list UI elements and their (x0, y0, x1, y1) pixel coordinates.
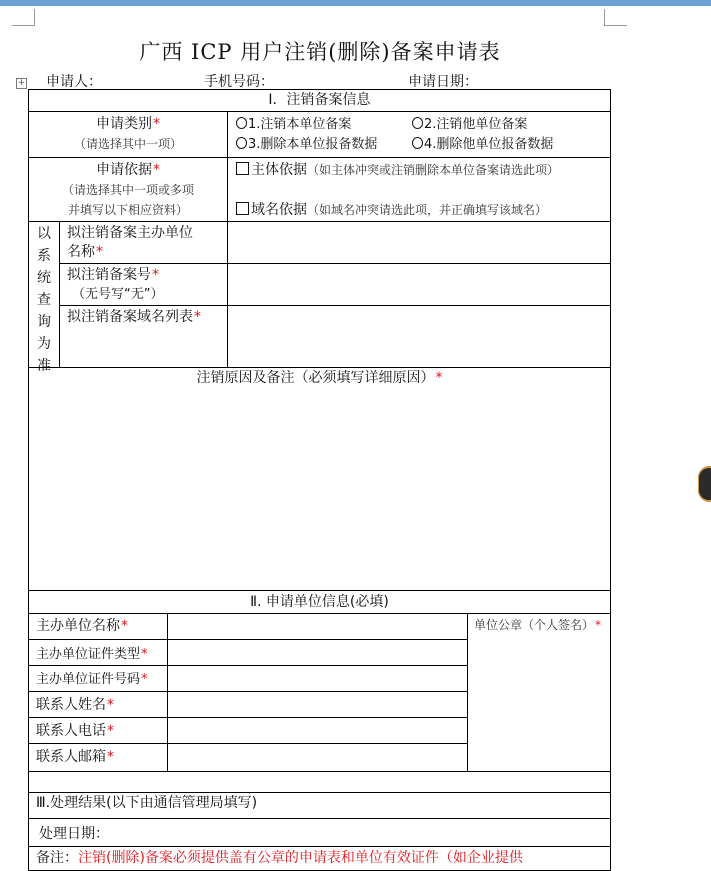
process-date-label: 处理日期： (39, 826, 109, 842)
field-id-number-label: 主办单位证件号码* (36, 672, 148, 687)
field-contact-phone-input[interactable] (168, 718, 467, 743)
record-number-input[interactable] (228, 264, 609, 305)
domain-list-input[interactable] (228, 306, 609, 367)
field-sponsor-name-label: 主办单位名称* (36, 618, 128, 634)
section3-heading: Ⅲ.处理结果(以下由通信管理局填写) (36, 795, 258, 811)
radio-icon (412, 137, 423, 149)
applicant-label[interactable]: 申请人： (46, 74, 102, 90)
basis-hint-1: （请选择其中一项或多项 (61, 183, 194, 197)
field-sponsor-name-input[interactable] (168, 614, 467, 639)
domain-list-label: 拟注销备案域名列表* (67, 309, 201, 325)
seal-label: 单位公章（个人签名）* (474, 618, 602, 632)
table-move-handle-icon[interactable]: + (17, 78, 26, 88)
radio-icon (412, 117, 423, 129)
sponsor-name-label: 拟注销备案主办单位 名称* (67, 225, 193, 260)
scroll-handle[interactable] (698, 466, 711, 502)
reason-input-area[interactable] (29, 390, 609, 590)
reason-label: 注销原因及备注（必须填写详细原因）* (196, 370, 443, 386)
field-contact-email-label: 联系人邮箱* (36, 749, 114, 765)
category-hint: （请选择其中一项） (73, 137, 182, 151)
phone-label[interactable]: 手机号码： (204, 74, 274, 90)
date-label[interactable]: 申请日期： (408, 74, 478, 90)
sponsor-name-input[interactable] (228, 222, 609, 263)
page-corner-mark-right (604, 9, 627, 26)
checkbox-icon (236, 202, 249, 215)
section1-heading: Ⅰ．注销备案信息 (268, 92, 371, 108)
category-label: 申请类别* (96, 116, 160, 132)
radio-icon (236, 137, 247, 149)
page-corner-mark-left (12, 9, 35, 26)
basis-option-subject[interactable]: 主体依据（如主体冲突或注销删除本单位备案请选此项） (236, 161, 559, 180)
field-id-type-input[interactable] (168, 640, 467, 665)
checkbox-icon (236, 162, 249, 175)
document-title: 广西 ICP 用户注销(删除)备案申请表 (139, 40, 501, 64)
field-id-number-input[interactable] (168, 666, 467, 691)
section2-heading: Ⅱ. 申请单位信息(必填) (250, 594, 389, 610)
basis-option-domain[interactable]: 域名依据（如域名冲突请选此项，并正确填写该域名） (236, 201, 547, 220)
field-contact-name-label: 联系人姓名* (36, 697, 114, 713)
field-contact-email-input[interactable] (168, 744, 467, 770)
record-number-hint: （无号写“无”） (72, 287, 164, 302)
field-id-type-label: 主办单位证件类型* (36, 647, 148, 662)
category-option-2[interactable]: 2.注销他单位备案 (412, 115, 527, 134)
header-fields (0, 71, 640, 89)
basis-hint-2: 并填写以下相应资料） (67, 203, 188, 217)
radio-icon (236, 117, 247, 129)
system-query-vertical-label: 以 系 统 查 询 为 准 (37, 226, 51, 374)
category-option-4[interactable]: 4.删除他单位报备数据 (412, 135, 553, 154)
field-contact-phone-label: 联系人电话* (36, 723, 114, 739)
seal-area[interactable] (468, 638, 609, 770)
field-contact-name-input[interactable] (168, 692, 467, 717)
basis-label: 申请依据* (96, 162, 160, 178)
record-number-label: 拟注销备案号* (67, 267, 159, 283)
category-option-1[interactable]: 1.注销本单位备案 (236, 115, 351, 134)
category-option-3[interactable]: 3.删除本单位报备数据 (236, 135, 377, 154)
window-top-edge (0, 0, 711, 6)
note-line: 备注：注销(删除)备案必须提供盖有公章的申请表和单位有效证件（如企业提供 (36, 850, 523, 866)
